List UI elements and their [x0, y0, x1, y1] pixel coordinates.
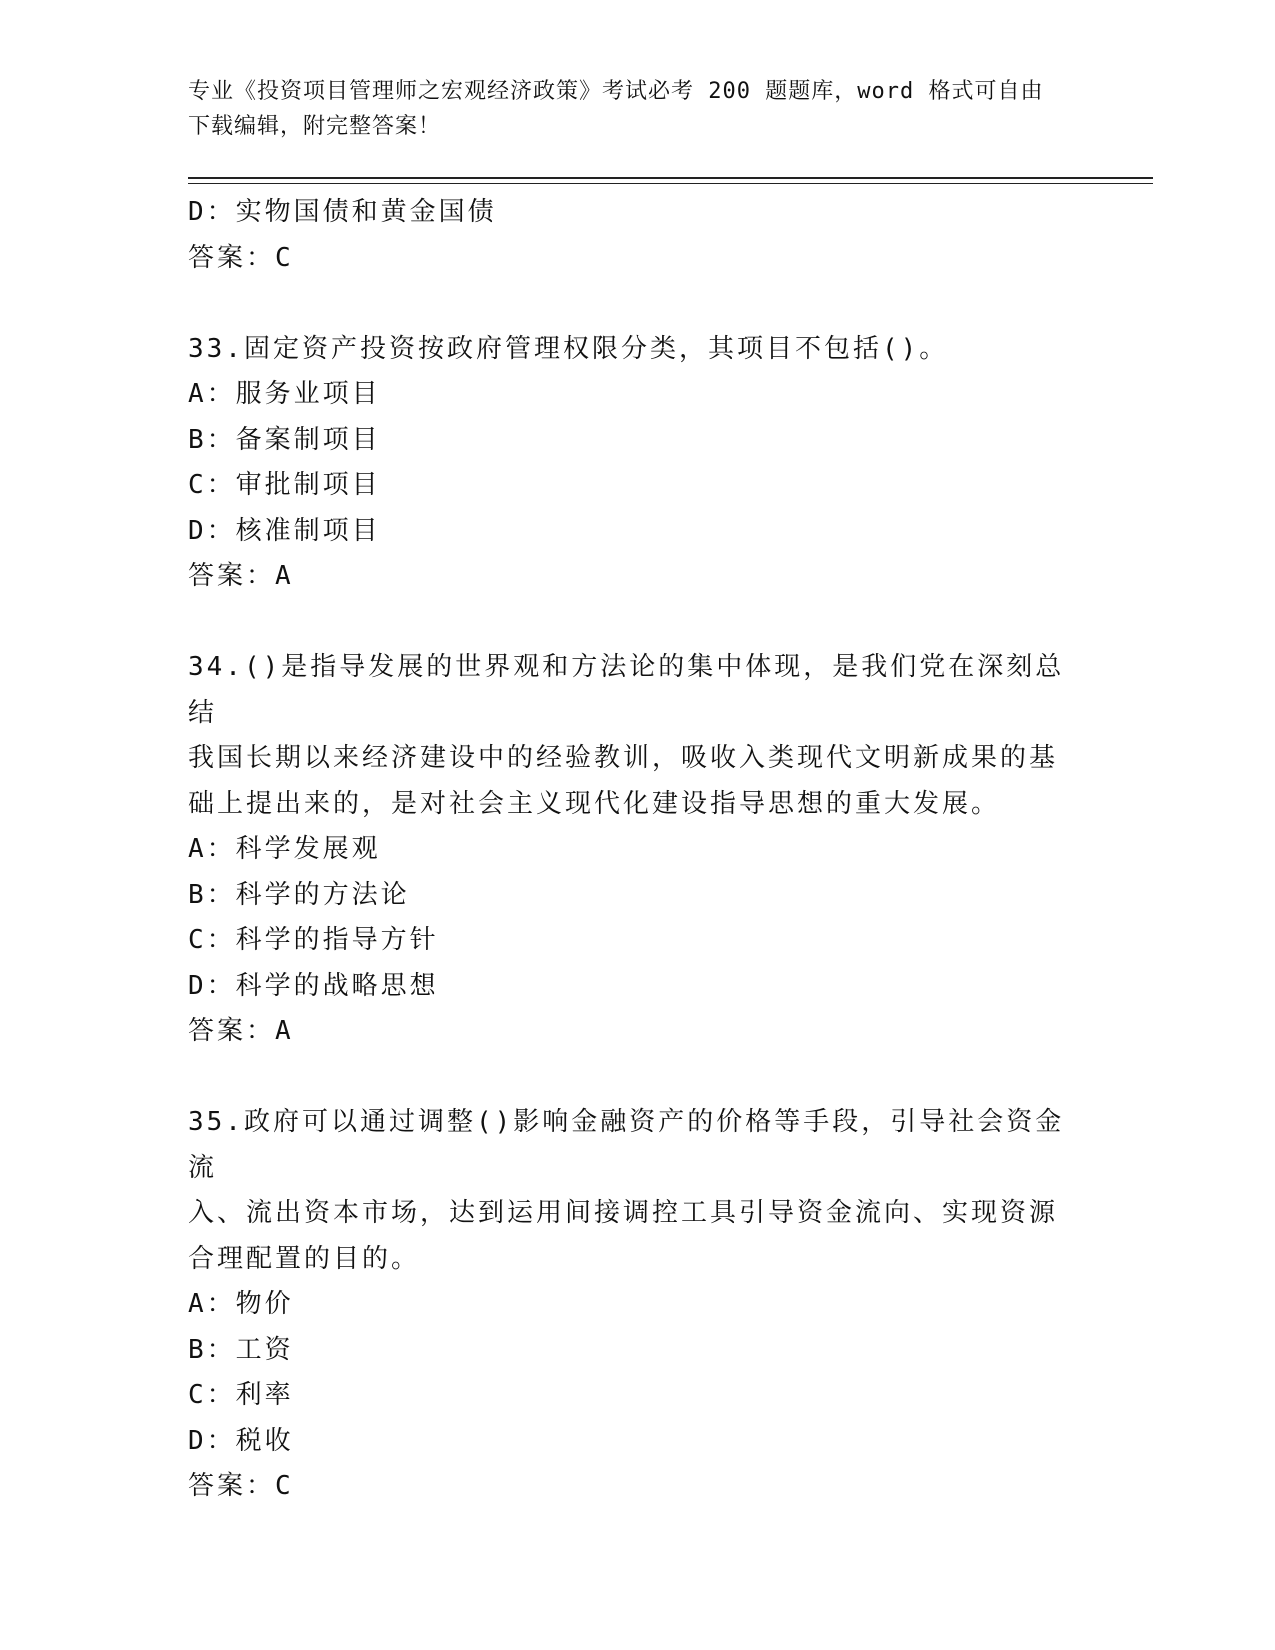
option-b: B：科学的方法论	[188, 879, 410, 910]
answer: 答案：A	[188, 1016, 294, 1046]
header-rule-thin	[188, 183, 1153, 184]
question-stem-line: 础上提出来的，是对社会主义现代化建设指导思想的重大发展。	[188, 788, 1001, 819]
question-stem-line: 35.政府可以通过调整()影响金融资产的价格等手段，引导社会资金流	[188, 1107, 1065, 1183]
option-a: A：物价	[188, 1289, 294, 1319]
answer: 答案：C	[188, 1471, 294, 1501]
question-34	[188, 645, 1088, 1055]
option-b: B：备案制项目	[188, 424, 381, 455]
document-header	[188, 74, 1088, 144]
spacer	[188, 281, 1088, 327]
option-b: B：工资	[188, 1334, 294, 1365]
prev-answer: 答案：C	[188, 242, 294, 273]
option-c: C：利率	[188, 1380, 294, 1410]
option-c: C：审批制项目	[188, 470, 381, 500]
question-stem-line: 合理配置的目的。	[188, 1243, 421, 1274]
question-35	[188, 1100, 1088, 1510]
option-c: C：科学的指导方针	[188, 925, 439, 955]
spacer	[188, 600, 1088, 646]
question-content	[188, 190, 1088, 1510]
answer: 答案：A	[188, 561, 294, 591]
option-a: A：科学发展观	[188, 834, 381, 864]
question-33	[188, 327, 1088, 600]
question-stem-line: 34.()是指导发展的世界观和方法论的集中体现，是我们党在深刻总结	[188, 652, 1065, 728]
header-line-2: 下载编辑，附完整答案！	[188, 114, 442, 139]
option-d: D：核准制项目	[188, 515, 381, 546]
question-stem-line: 入、流出资本市场，达到运用间接调控工具引导资金流向、实现资源	[188, 1198, 1059, 1228]
question-stem-line: 我国长期以来经济建设中的经验教训，吸收入类现代文明新成果的基	[188, 743, 1059, 773]
option-d: D：税收	[188, 1425, 294, 1456]
question-stem-line: 33.固定资产投资按政府管理权限分类，其项目不包括()。	[188, 333, 949, 364]
spacer	[188, 1055, 1088, 1101]
option-a: A：服务业项目	[188, 379, 381, 409]
header-line-1: 专业《投资项目管理师之宏观经济政策》考试必考 200 题题库，word 格式可自由	[188, 79, 1044, 104]
prev-option-d: D：实物国债和黄金国债	[188, 197, 497, 227]
header-rule-thick	[188, 177, 1153, 179]
option-d: D：科学的战略思想	[188, 970, 439, 1001]
